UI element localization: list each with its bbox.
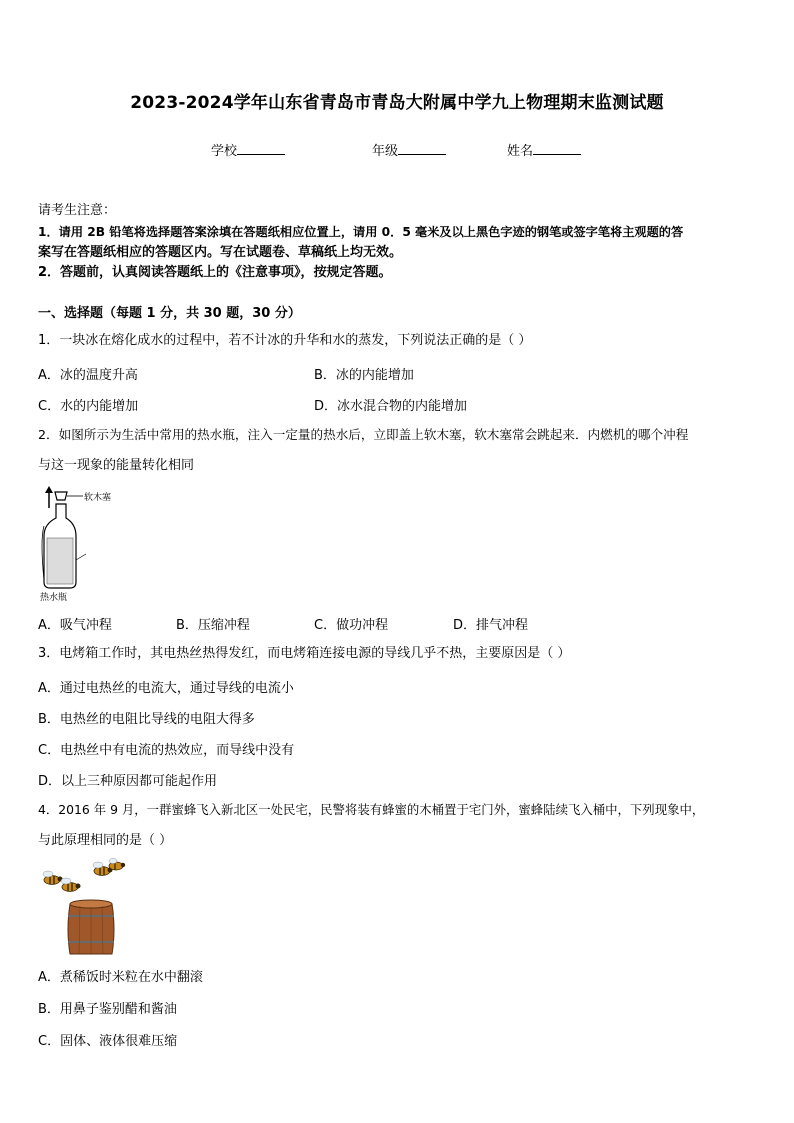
- q1-option-d: D．冰水混合物的内能增加: [314, 399, 468, 414]
- arrow-head-icon: [45, 486, 53, 493]
- q3-option-c: C．电热丝中有电流的热效应，而导线中没有: [38, 743, 295, 758]
- thermos-figure: [38, 484, 128, 604]
- notice-item-1-line-1: 1．请用 2B 铅笔将选择题答案涂填在答题纸相应位置上，请用 0．5 毫米及以上黑色字迹的钢笔或签字笔将主观题的答: [38, 225, 684, 239]
- bee-icon: [61, 878, 81, 892]
- q4-option-a: A．煮稀饭时米粒在水中翻滚: [38, 970, 203, 985]
- q4-stem-line-1: 4．2016 年 9 月，一群蜜蜂飞入新北区一处民宅，民警将装有蜂蜜的木桶置于宅门外，蜜蜂陆续飞入桶中，下列现象中，: [38, 802, 705, 817]
- q1-option-a: A．冰的温度升高: [38, 368, 138, 383]
- school-field: [211, 140, 285, 159]
- grade-blank: [398, 143, 446, 155]
- school-label: 学校: [211, 144, 238, 159]
- cork-icon: [55, 492, 67, 500]
- q2-option-c: C．做功冲程: [314, 618, 389, 633]
- notice-item-1-line-2: 案写在答题纸相应的答题区内。写在试题卷、草稿纸上均无效。: [38, 245, 403, 260]
- bees-barrel-figure: [38, 858, 138, 958]
- q2-option-b: B．压缩冲程: [176, 618, 250, 633]
- q2-stem-line-2: 与这一现象的能量转化相同: [38, 458, 195, 473]
- name-blank: [533, 143, 581, 155]
- school-blank: [237, 143, 285, 155]
- page-title: 2023-2024学年山东省青岛市青岛大附属中学九上物理期末监测试题: [130, 93, 664, 113]
- q3-option-b: B．电热丝的电阻比导线的电阻大得多: [38, 712, 255, 727]
- q4-stem-line-2: 与此原理相同的是（ ）: [38, 833, 173, 848]
- q1-option-c: C．水的内能增加: [38, 399, 139, 414]
- grade-label: 年级: [372, 144, 399, 159]
- bottle-pointer-line: [76, 554, 86, 560]
- section-heading: 一、选择题（每题 1 分，共 30 题，30 分）: [38, 306, 301, 321]
- notice-heading: 请考生注意：: [38, 203, 117, 218]
- q2-option-a: A．吸气冲程: [38, 618, 112, 633]
- name-label: 姓名: [507, 144, 534, 159]
- q1-stem: 1．一块冰在熔化成水的过程中，若不计冰的升华和水的蒸发，下列说法正确的是（ ）: [38, 333, 532, 348]
- q2-option-d: D．排气冲程: [453, 618, 529, 633]
- bottle-label: 热水瓶: [40, 593, 68, 603]
- q4-option-c: C．固体、液体很难压缩: [38, 1034, 178, 1049]
- q3-stem: 3．电烤箱工作时，其电热丝热得发红，而电烤箱连接电源的导线几乎不热，主要原因是（ ）: [38, 646, 571, 661]
- name-field: [507, 140, 581, 159]
- q2-stem-line-1: 2．如图所示为生活中常用的热水瓶，注入一定量的热水后，立即盖上软木塞，软木塞常会跳起来．内燃机的哪个冲程: [38, 427, 689, 442]
- q3-option-a: A．通过电热丝的电流大，通过导线的电流小: [38, 681, 294, 696]
- barrel-icon: [68, 900, 114, 954]
- q4-option-b: B．用鼻子鉴别醋和酱油: [38, 1002, 177, 1017]
- notice-item-2: 2．答题前，认真阅读答题纸上的《注意事项》，按规定答题。: [38, 265, 392, 280]
- q1-option-b: B．冰的内能增加: [314, 368, 414, 383]
- bee-icon: [109, 859, 125, 871]
- hot-water-fill: [47, 538, 73, 584]
- q3-option-d: D．以上三种原因都可能起作用: [38, 774, 218, 789]
- cork-label: 软木塞: [84, 493, 112, 503]
- grade-field: [372, 140, 446, 159]
- bee-icon: [43, 871, 63, 885]
